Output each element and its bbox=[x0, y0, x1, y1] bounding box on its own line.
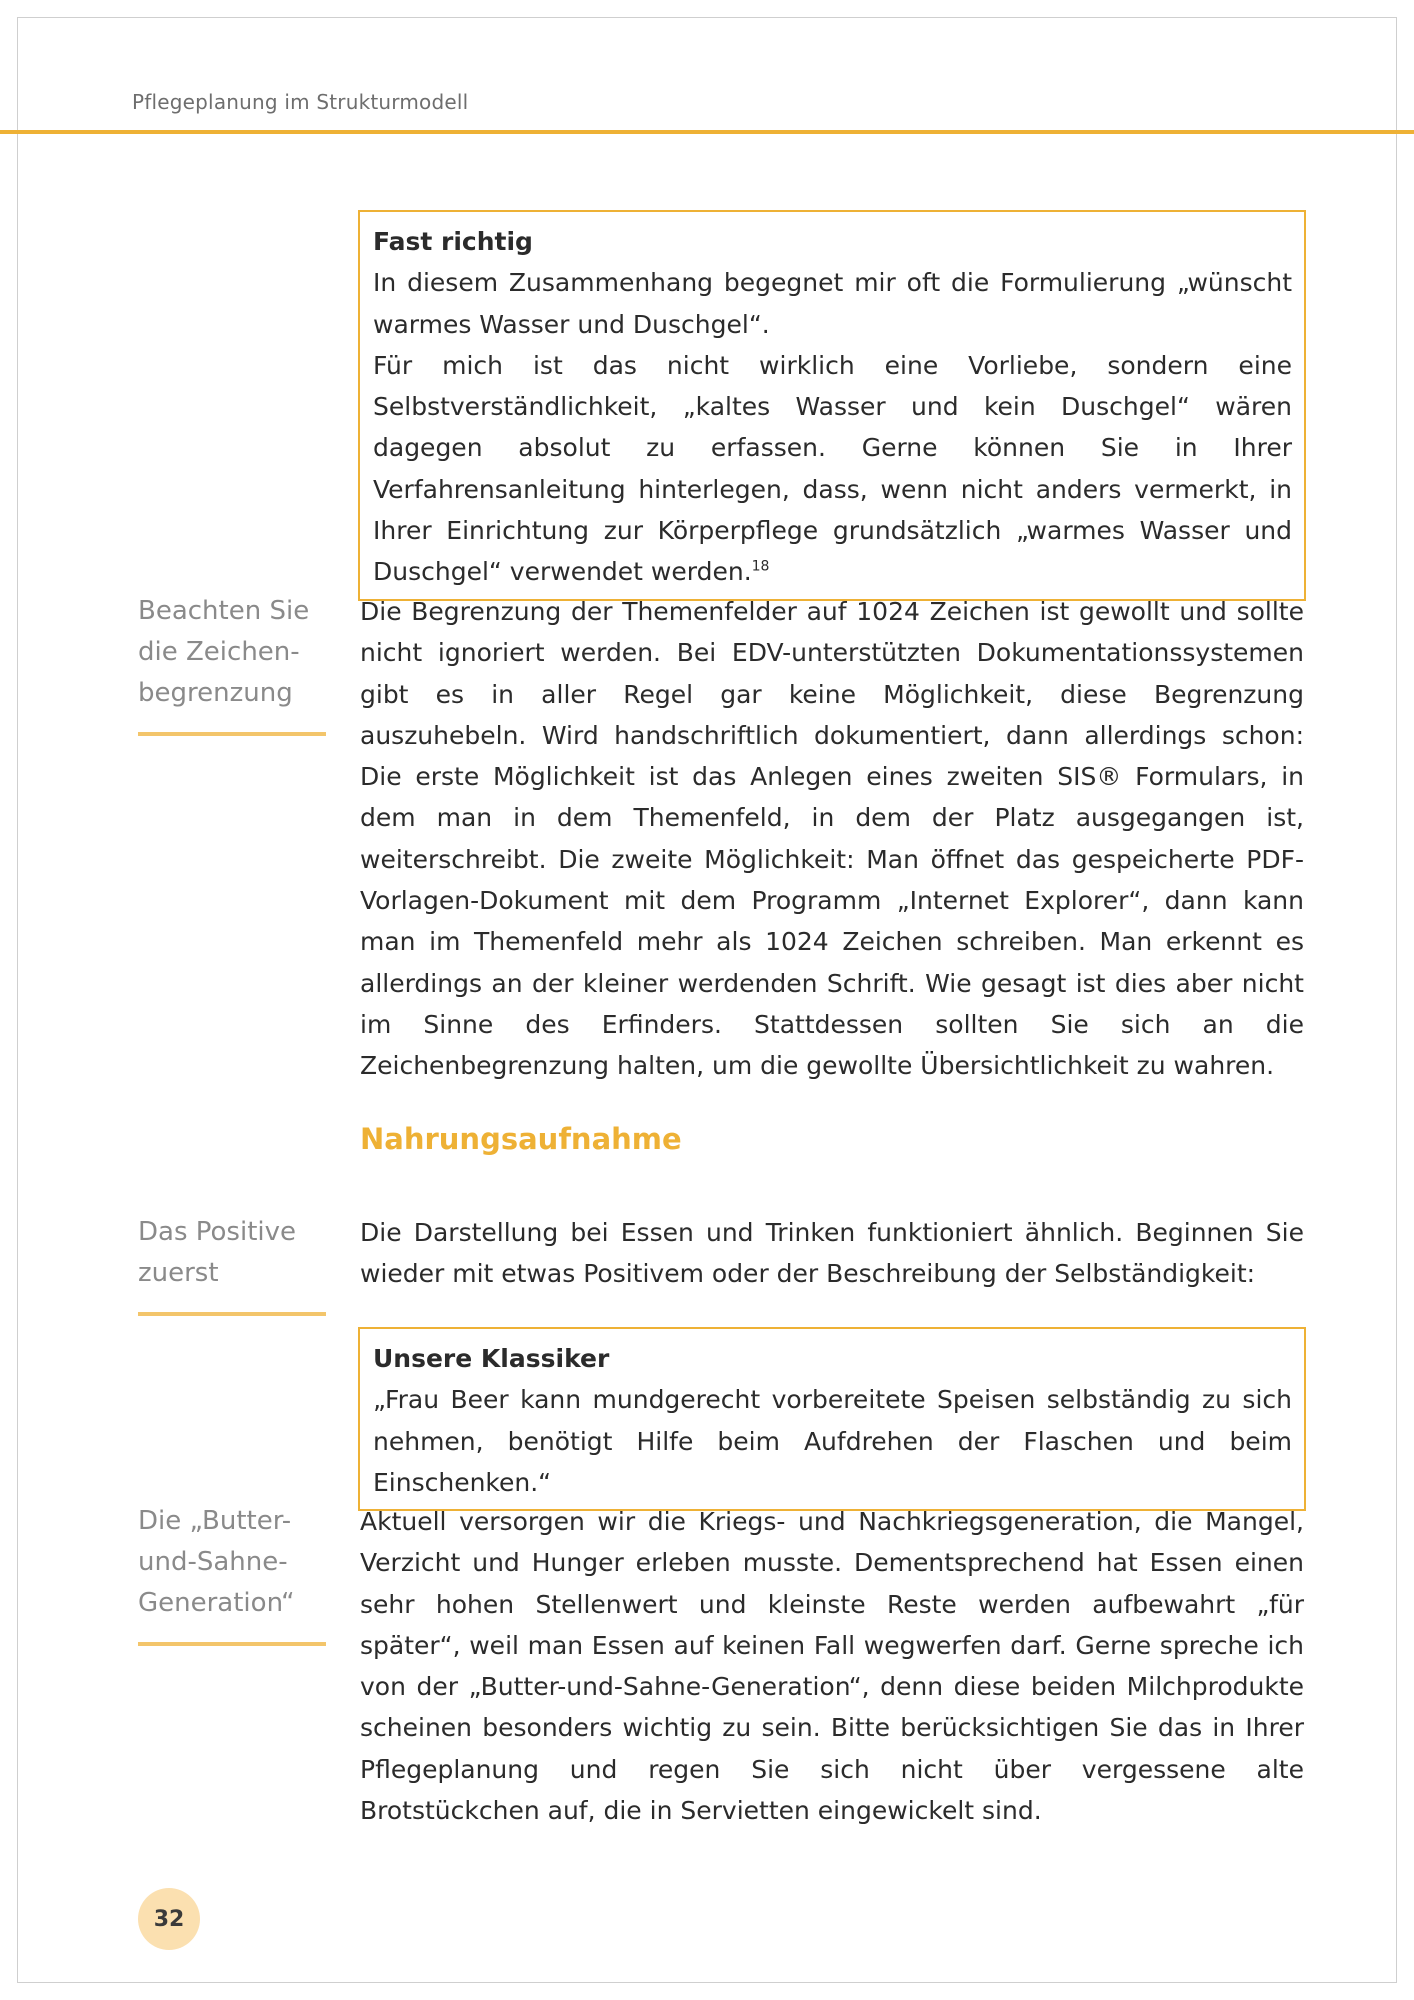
box-title: Fast richtig bbox=[373, 227, 533, 256]
margin-note-line: zuerst bbox=[138, 1258, 219, 1288]
margin-note-positive bbox=[138, 1212, 326, 1316]
paragraph-essen-trinken: Die Darstellung bei Essen und Trinken funktioniert ähnlich. Beginnen Sie wieder mit etwas Positivem oder der Beschreibung der Selbständigkeit: bbox=[360, 1218, 1304, 1289]
header-rule bbox=[0, 130, 1414, 134]
box-paragraph-text: Für mich ist das nicht wirklich eine Vorliebe, sondern eine Selbstverständlichkeit, „kaltes Wasser und kein Duschgel“ wären dagegen absolut zu erfassen. Gerne können Sie in Ihrer Verfahrensanleitung hinterlegen, dass, wenn nicht anders vermerkt, in Ihrer Einrichtung zur Körperpflege grundsätzlich „warmes Wasser und Duschgel“ verwendet werden. bbox=[373, 350, 1292, 587]
running-head: Pflegeplanung im Strukturmodell bbox=[132, 90, 469, 114]
margin-note-line: Das Positive bbox=[138, 1217, 296, 1247]
box-quote: „Frau Beer kann mundgerecht vorbereitete Speisen selbständig zu sich nehmen, benötigt Hilfe beim Aufdrehen der Flaschen und beim Einschenken.“ bbox=[373, 1385, 1292, 1497]
margin-note-line: Die „Butter- bbox=[138, 1506, 292, 1536]
paragraph-butter-sahne: Aktuell versorgen wir die Kriegs- und Nachkriegsgeneration, die Mangel, Verzicht und Hunger erleben musste. Dementsprechend hat Essen einen sehr hohen Stellenwert und kleinste Reste werden aufbewahrt „für später“, weil man Essen auf keinen Fall wegwerfen darf. Gerne spreche ich von der „Butter-und-Sahne-Generation“, denn diese beiden Milchprodukte scheinen besonders wichtig zu sein. Bitte berücksichtigen Sie das in Ihrer Pflegeplanung und regen Sie sich nicht über vergessene alte Brotstückchen auf, die in Servietten eingewickelt sind. bbox=[360, 1507, 1304, 1826]
margin-note-line: die Zeichen- bbox=[138, 637, 300, 667]
margin-note-line: Beachten Sie bbox=[138, 596, 310, 626]
box-fast-richtig bbox=[358, 210, 1306, 601]
page-number: 32 bbox=[138, 1888, 200, 1950]
box-paragraph bbox=[373, 345, 1292, 593]
margin-note-zeichenbegrenzung bbox=[138, 591, 326, 736]
box-paragraph: In diesem Zusammenhang begegnet mir oft die Formulierung „wünscht warmes Wasser und Duschgel“. bbox=[373, 268, 1292, 339]
margin-note-butter-sahne bbox=[138, 1501, 326, 1646]
footnote-marker: 18 bbox=[751, 559, 770, 576]
box-title: Unsere Klassiker bbox=[373, 1344, 610, 1373]
margin-note-line: und-Sahne- bbox=[138, 1547, 288, 1577]
box-unsere-klassiker bbox=[358, 1327, 1306, 1511]
margin-note-line: begrenzung bbox=[138, 678, 293, 708]
margin-note-line: Generation“ bbox=[138, 1588, 295, 1618]
paragraph-zeichenbegrenzung: Die Begrenzung der Themenfelder auf 1024 Zeichen ist gewollt und sollte nicht ignoriert werden. Bei EDV-unterstützten Dokumentationssystemen gibt es in aller Regel gar keine Möglichkeit, diese Begrenzung auszuhebeln. Wird handschriftlich dokumentiert, dann allerdings schon: Die erste Möglichkeit ist das Anlegen eines zweiten SIS® Formulars, in dem man in dem Themenfeld, in dem der Platz ausgegangen ist, weiterschreibt. Die zweite Möglichkeit: Man öffnet das gespeicherte PDF-Vorlagen-Dokument mit dem Programm „Internet Explorer“, dann kann man im Themenfeld mehr als 1024 Zeichen schreiben. Man erkennt es allerdings an der kleiner werdenden Schrift. Wie gesagt ist dies aber nicht im Sinne des Erfinders. Stattdessen sollten Sie sich an die Zeichenbegrenzung halten, um die gewollte Übersichtlichkeit zu wahren. bbox=[360, 597, 1304, 1081]
section-heading: Nahrungsaufnahme bbox=[360, 1122, 682, 1156]
